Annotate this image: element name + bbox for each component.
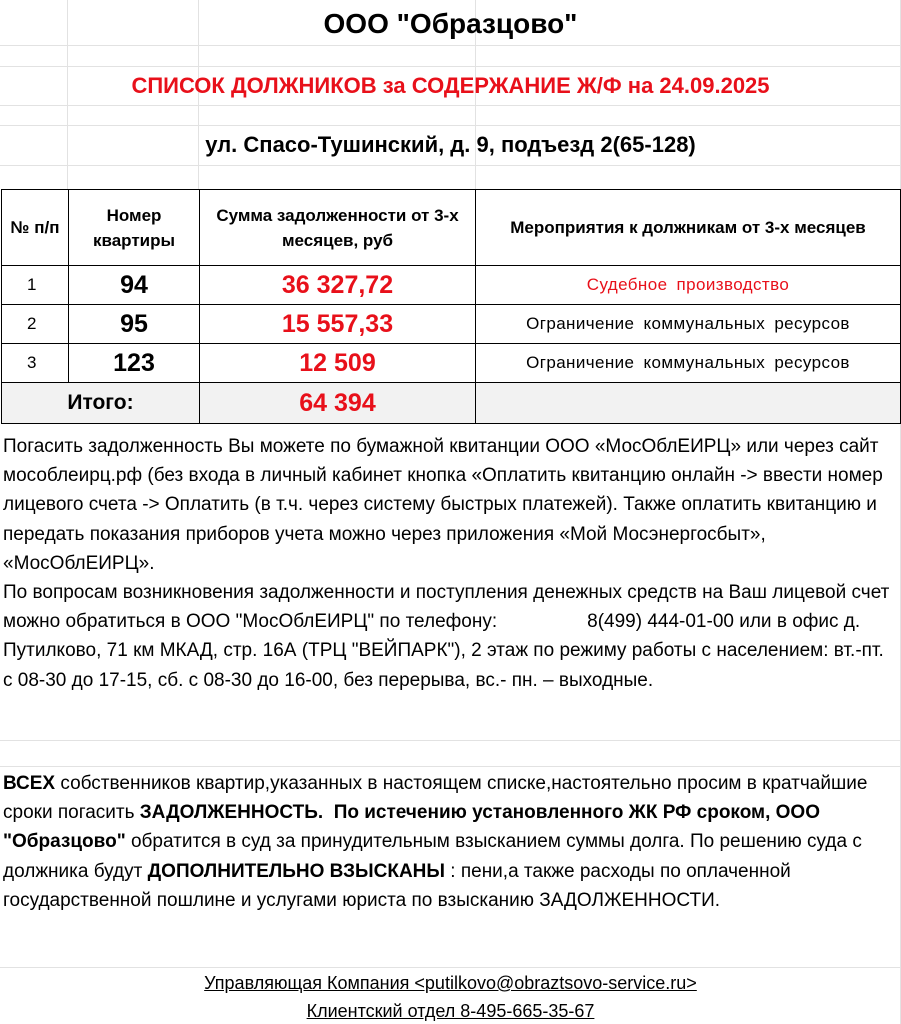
warning-part2 xyxy=(323,802,334,823)
contact-info-suffix: или в офис д. Путилково, 71 км МКАД, стр. 16А (ТРЦ "ВЕЙПАРК"), 2 этаж по режиму работы с населением: вт.-пт. с 08-30 до 17-15, сб. с 08-30 до 16-00, без перерыва, вс.- пн. – выходные. xyxy=(3,611,884,691)
payment-info: Погасить задолженность Вы можете по бумажной квитанции ООО «МосОблЕИРЦ» или через сайт мособлеирц.рф (без входа в личный кабинет кнопка «Оплатить квитанцию онлайн -> ввести номер лицевого счета -> Оплатить (в т.ч. через систему быстрых платежей). Также оплатить квитанцию и передать показания приборов учета можно через приложения «Мой Мосэнергосбыт», «МосОблЕИРЦ». xyxy=(3,436,883,574)
debtors-list-title: СПИСОК ДОЛЖНИКОВ за СОДЕРЖАНИЕ Ж/Ф на 24.09.2025 xyxy=(131,73,770,98)
apartment-number: 95 xyxy=(69,305,200,344)
table-header-row xyxy=(2,190,901,266)
debt-warning xyxy=(3,769,891,915)
row-number: 3 xyxy=(2,344,69,383)
table-row xyxy=(2,305,901,344)
total-value: 64 394 xyxy=(200,383,476,424)
debt-amount: 15 557,33 xyxy=(200,305,476,344)
total-row xyxy=(2,383,901,424)
row-number: 2 xyxy=(2,305,69,344)
contact-phone: 8(499) 444-01-00 xyxy=(587,611,734,633)
warning-debt-word: ЗАДОЛЖЕННОСТЬ. xyxy=(139,802,324,824)
warning-all-owners: ВСЕХ xyxy=(3,773,56,794)
warning-extra-word: ДОПОЛНИТЕЛЬНО ВЗЫСКАНЫ xyxy=(147,860,445,882)
debt-measure: Ограничение коммунальных ресурсов xyxy=(476,344,901,383)
warning-part4: : пени,а также расходы по оплаченной государственной пошлине и услугами юриста по взысканию ЗАДОЛЖЕННОСТИ. xyxy=(3,860,791,911)
header-number: № п/п xyxy=(2,190,69,266)
debtors-table xyxy=(1,189,901,424)
header-measures: Мероприятия к должникам от 3-х месяцев xyxy=(476,190,901,266)
table-row xyxy=(2,344,901,383)
contact-info-prefix: По вопросам возникновения задолженности и поступления денежных средств на Ваш лицевой счет можно обратиться в ООО "МосОблЕИРЦ" по телефону: xyxy=(3,582,890,633)
debt-amount: 12 509 xyxy=(200,344,476,383)
warning-part1: собственников квартир,указанных в настоящем списке,настоятельно просим в кратчайшие сроки погасить xyxy=(3,773,868,824)
warning-bold-sentence: По истечению установленного ЖК РФ сроком, ООО "Образцово" xyxy=(3,802,820,853)
debt-measure: Ограничение коммунальных ресурсов xyxy=(476,305,901,344)
contact-info xyxy=(3,578,891,695)
warning-part3: обратится в суд за принудительным взысканием суммы долга. По решению суда с должника будут xyxy=(3,831,862,882)
row-number: 1 xyxy=(2,266,69,305)
header-debt-sum: Сумма задолженности от 3-х месяцев, руб xyxy=(200,190,476,266)
debt-amount: 36 327,72 xyxy=(200,266,476,305)
apartment-number: 94 xyxy=(69,266,200,305)
debt-measure: Судебное производство xyxy=(476,266,901,305)
header-apartment: Номер квартиры xyxy=(69,190,200,266)
building-address: ул. Спасо-Тушинский, д. 9, подъезд 2(65-128) xyxy=(205,132,696,157)
company-email-link[interactable]: Управляющая Компания <putilkovo@obraztsovo-service.ru> xyxy=(204,973,697,993)
total-empty-cell xyxy=(476,383,901,424)
company-title: ООО "Образцово" xyxy=(323,8,578,39)
client-department-phone: Клиентский отдел 8-495-665-35-67 xyxy=(306,1001,595,1021)
total-label: Итого: xyxy=(2,383,200,424)
table-row xyxy=(2,266,901,305)
apartment-number: 123 xyxy=(69,344,200,383)
